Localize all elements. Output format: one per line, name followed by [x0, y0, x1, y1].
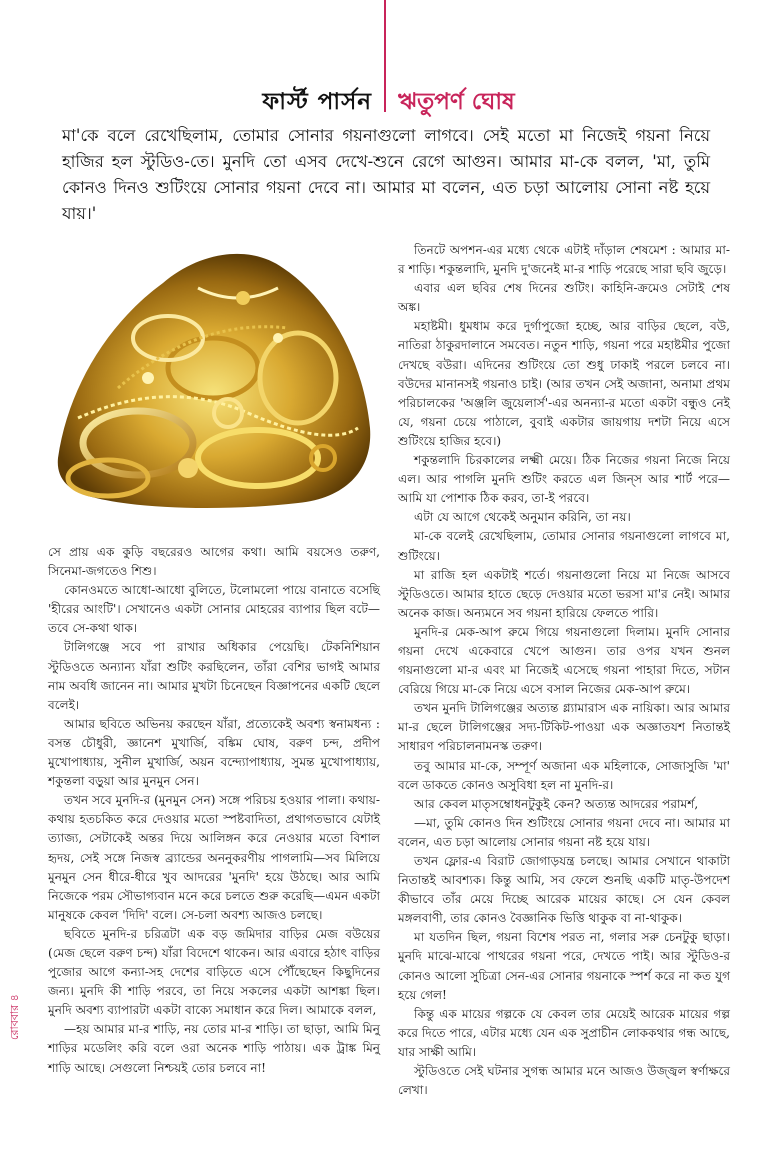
- paragraph: শকুন্তলাদি চিরকালের লক্ষ্মী মেয়ে। ঠিক নিজের গয়না নিজে নিয়ে এল। আর পাগলি মুনদি শুটিং করতে এল জিন্‌স আর শার্ট পরে—আমি যা পোশাক ঠিক করব, তা-ই পরবে।: [398, 453, 730, 506]
- article-column-right: [398, 241, 730, 1100]
- paragraph: তিনটে অপশন-এর মধ্যে থেকে এটাই দাঁড়াল শেষমেশ : আমার মা-র শাড়ি। শকুন্তলাদি, মুনদি দু'জনেই মা-র শাড়ি পরেছে সারা ছবি জুড়ে।: [398, 243, 730, 277]
- paragraph: সে প্রায় এক কুড়ি বছরেরও আগের কথা। আমি বয়সেও তরুণ, সিনেমা-জগতেও শিশু।: [48, 545, 380, 579]
- paragraph: তখন ফ্লোর-এ বিরাট জোগাড়যন্ত্র চলছে। আমার সেখানে থাকাটা নিতান্তই আবশ্যক। কিন্তু আমি, সব ফেলে শুনছি একটি মাতৃ-উপদেশ কীভাবে তাঁর মেয়ে দিচ্ছে আরেক মায়ের কাছে। সে যেন কেবল মঙ্গলবাণী, তার কোনও বৈজ্ঞানিক ভিত্তি থাকুক বা না-থাকুক।: [398, 854, 730, 926]
- section-title: ফার্স্ট পার্সন: [262, 89, 372, 115]
- paragraph: আমার ছবিতে অভিনয় করছেন যাঁরা, প্রত্যেকেই অবশ্য স্বনামধন্য : বসন্ত চৌধুরী, জ্ঞানেশ মুখার্জি, বঙ্কিম ঘোষ, বরুণ চন্দ, প্রদীপ মুখোপাধ্যায়, সুনীল মুখার্জি, অয়ন বন্দ্যোপাধ্যায়, সুমন্ত মুখোপাধ্যায়, শকুন্তলা বড়ুয়া আর মুনমুন সেন।: [48, 716, 380, 789]
- paragraph: আর কেবল মাতৃসম্বোধনটুকুই কেন? অত্যন্ত আদরের পরামর্শ,: [414, 796, 699, 811]
- intro-pullquote: মা'কে বলে রেখেছিলাম, তোমার সোনার গয়নাগুলো লাগবে। সেই মতো মা নিজেই গয়না নিয়ে হাজির হল স্টুডিও-তে। মুনদি তো এসব দেখে-শুনে রেগে আগুন। আমার মা-কে বলল, 'মা, তুমি কোনও দিনও শুটিংয়ে সোনার গয়না দেবে না। আমার মা বলেন, এত চড়া আলোয় সোনা নষ্ট হয়ে যায়।': [62, 126, 710, 223]
- paragraph: ছবিতে মুনদি-র চরিত্রটা এক বড় জমিদার বাড়ির মেজ বউয়ের (মেজ ছেলে বরুণ চন্দ) যাঁরা বিদেশে থাকেন। আর এবারে হঠাৎ বাড়ির পুজোর আগে কন্যা-সহ দেশের বাড়িতে এসে পৌঁছেছেন কিছুদিনের জন্য। মুনদি কী শাড়ি পরবে, তা নিয়ে সকলের একটা আশঙ্কা ছিল। মুনদি অবশ্য ব্যাপারটা একটা বাক্যে সমাধান করে দিল। আমাকে বলল,: [48, 926, 380, 1018]
- paragraph: মা যতদিন ছিল, গয়না বিশেষ পরত না, গলার সরু চেনটুকু ছাড়া। মুনদি মাঝে-মাঝে পাথরের গয়না পরে, দেখতে পাই। আর স্টুডিও-র কোনও আলো সুচিত্রা সেন-এর সোনার গয়নাকে স্পর্শ করে না কত যুগ হয়ে গেল!: [398, 930, 730, 1002]
- paragraph: তখন মুনদি টালিগঞ্জের অত্যন্ত গ্ল্যামারাস এক নায়িকা। আর আমার মা-র ছেলে টালিগঞ্জের সদ্য-টিকিট-পাওয়া এক অজ্ঞাতযশ নিতান্তই সাধারণ পরিচালনামনস্ক তরুণ।: [398, 701, 730, 754]
- paragraph: স্টুডিওতে সেই ঘটনার সুগন্ধ আমার মনে আজও উজ্জ্বল স্বর্ণাক্ষরে লেখা।: [398, 1064, 730, 1098]
- paragraph: মা রাজি হল একটাই শর্তে। গয়নাগুলো নিয়ে মা নিজে আসবে স্টুডিওতে। আমার হাতে ছেড়ে দেওয়ার মতো ভরসা মা'র নেই। আমার অনেক কাজ। অন্যমনে সব গয়না হারিয়ে ফেলতে পারি।: [398, 567, 730, 620]
- paragraph: এটা যে আগে থেকেই অনুমান করিনি, তা নয়।: [414, 510, 631, 525]
- paragraph: কিন্তু এক মায়ের গল্পকে যে কেবল তার মেয়েই আরেক মায়ের গল্প করে দিতে পারে, এটার মধ্যে যেন এক সুপ্রাচীন লোককথার গন্ধ আছে, যার সাক্ষী আমি।: [398, 1006, 730, 1059]
- header-divider: [384, 0, 386, 112]
- paragraph: —হয় আমার মা-র শাড়ি, নয় তোর মা-র শাড়ি। তা ছাড়া, আমি মিনু শাড়ির মডেলিং করি বলে ওরা অনেক শাড়ি পাঠায়। এক ট্রাঙ্ক মিনু শাড়ি আছে। সেগুলো নিশ্চয়ই তোর চলবে না!: [48, 1022, 380, 1075]
- paragraph: এবার এল ছবির শেষ দিনের শুটিং। কাহিনি-ক্রমেও সেটাই শেষ অঙ্ক।: [398, 281, 730, 315]
- paragraph: মা-কে বলেই রেখেছিলাম, তোমার সোনার গয়নাগুলো লাগবে মা, শুটিংয়ে।: [398, 529, 730, 563]
- paragraph: তখন সবে মুনদি-র (মুনমুন সেন) সঙ্গে পরিচয় হওয়ার পালা। কথায়-কথায় হতচকিত করে দেওয়ার মতো স্পষ্টবাদিতা, প্রথাগতভাবে যেটাই ত্যাজ্য, সেটাকেই অন্তর দিয়ে আলিঙ্গন করে নেওয়ার মতো বিশাল হৃদয়, সেই সঙ্গে নিজস্ব ব্র্যান্ডের অননুকরণীয় পাগলামি—সব মিলিয়ে মুনমুন সেন ধীরে-ধীরে খুব আদরের 'মুনদি' হয়ে উঠছে। আর আমি নিজেকে পরম সৌভাগ্যবান মনে করে চলতে শুরু করেছি—এমন একটা মানুষকে কেবল 'দিদি' বলে। সে-চলা অবশ্য আজও চলছে।: [48, 793, 380, 922]
- author-name: ঋতুপর্ণ ঘোষ: [398, 89, 515, 115]
- paragraph: মহাষ্টমী। ধুমধাম করে দুর্গাপুজো হচ্ছে, আর বাড়ির ছেলে, বউ, নাতিরা ঠাকুরদালানে সমবেত। নতুন শাড়ি, গয়না পরে মহাষ্টমীর পুজো দেখছে বউরা। এদিনের শুটিংয়ে তো শুধু ঢাকাই পরলে চলবে না। বউদের মানানসই গয়নাও চাই। (আর তখন সেই অজানা, অনামা প্রথম পরিচালকের 'অঞ্জলি জুয়েলার্স'-এর অনন্যা-র মতো একটা বন্ধুও নেই যে, গয়না চেয়ে পাঠালে, বুবাই একটার জায়গায় দশটা নিয়ে এসে শুটিংয়ে হাজির হবে।): [398, 319, 730, 448]
- paragraph: মুনদি-র মেক-আপ রুমে গিয়ে গয়নাগুলো দিলাম। মুনদি সোনার গয়না দেখে একেবারে খেপে আগুন। তার ওপর যখন শুনল গয়নাগুলো মা-র এবং মা নিজেই এসেছে গয়না পাহারা দিতে, সটান বেরিয়ে গিয়ে মা-কে নিয়ে এসে বসাল নিজের মেক-আপ রুমে।: [398, 624, 730, 697]
- paragraph: কোনওমতে আধো-আধো বুলিতে, টলোমলো পায়ে বানাতে বসেছি 'হীরের আংটি'। সেখানেও একটা সোনার মোহরের ব্যাপার ছিল বটে—তবে সে-কথা থাক।: [48, 583, 380, 636]
- paragraph: তবু আমার মা-কে, সম্পূর্ণ অজানা এক মহিলাকে, সোজাসুজি 'মা' বলে ডাকতে কোনও অসুবিধা হল না মুনদি-র।: [398, 758, 730, 792]
- gold-jewellery-photo: [48, 228, 378, 513]
- paragraph: টালিগঞ্জে সবে পা রাখার অধিকার পেয়েছি। টেকনিশিয়ান স্টুডিওতে অন্যান্য যাঁরা শুটিং করছিলেন, তাঁরা বেশির ভাগই আমার নাম অবধি জানেন না। আমার মুখটা চিনেছেন বিজ্ঞাপনের একটি ছেলে বলেই।: [48, 640, 380, 712]
- paragraph: —মা, তুমি কোনও দিন শুটিংয়ে সোনার গয়না দেবে না। আমার মা বলেন, এত চড়া আলোয় সোনার গয়না নষ্ট হয়ে যায়।: [398, 815, 730, 849]
- article-column-left: [48, 543, 380, 1078]
- page-footer-label: রোববার ৪: [8, 994, 21, 1040]
